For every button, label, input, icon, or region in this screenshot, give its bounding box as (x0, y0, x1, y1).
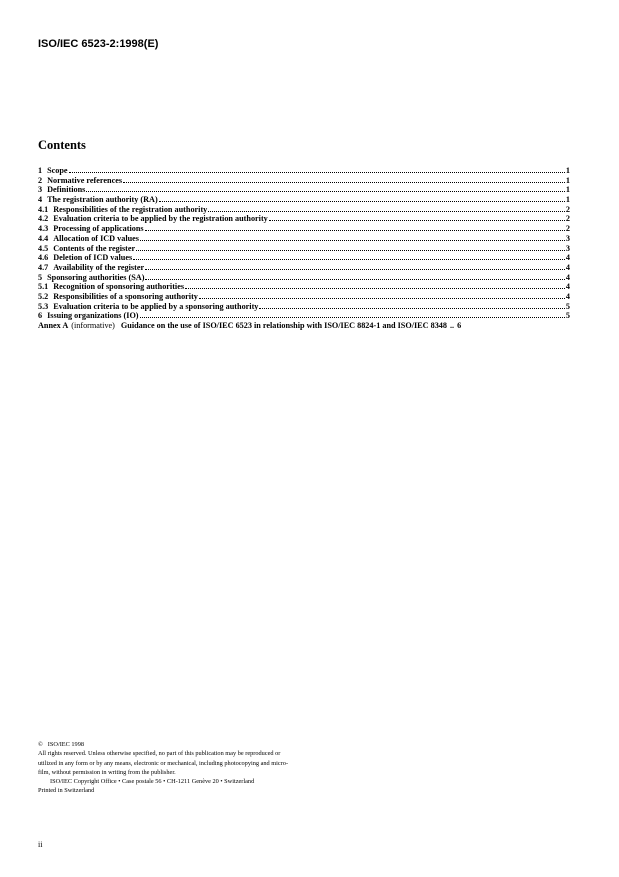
toc-entry-title: Definitions (47, 185, 86, 195)
toc-entry-page: 4 (565, 272, 570, 282)
toc-entry-number: 5 (38, 272, 43, 282)
table-of-contents (38, 166, 570, 331)
toc-entry-number: 2 (38, 175, 43, 185)
toc-entry-number: 1 (38, 166, 43, 175)
toc-entry-title: Normative references (47, 175, 123, 185)
toc-entry-page: 1 (565, 195, 570, 205)
copyright-notice (38, 740, 388, 796)
toc-entry-number: 4.1 (38, 204, 49, 214)
toc-entry-title: Deletion of ICD values (53, 253, 133, 263)
toc-dot-leader (199, 292, 565, 299)
toc-entry-page: 4 (565, 262, 570, 272)
toc-entry[interactable] (38, 282, 570, 292)
toc-entry-title: Issuing organizations (IO) (47, 311, 139, 321)
toc-entry-page: 2 (565, 214, 570, 224)
toc-entry[interactable] (38, 253, 570, 263)
toc-dot-leader (269, 214, 565, 221)
toc-annex-entry[interactable] (38, 321, 570, 331)
toc-dot-leader (185, 282, 565, 289)
toc-entry-number: 4.7 (38, 262, 49, 272)
toc-entry-number: 3 (38, 185, 43, 195)
printed-in: Printed in Switzerland (38, 787, 95, 795)
toc-dot-leader (136, 244, 565, 251)
toc-entry-page: 4 (565, 253, 570, 263)
toc-entry[interactable] (38, 166, 570, 176)
copyright-office-address: ISO/IEC Copyright Office • Case postale 56 • CH-1211 Genève 20 • Switzerland (50, 778, 255, 786)
toc-entry-page: 4 (565, 282, 570, 292)
toc-entry-page: 5 (565, 301, 570, 311)
toc-entry-title: The registration authority (RA) (47, 195, 158, 205)
toc-entry-page: 2 (565, 224, 570, 234)
toc-entry-title: Sponsoring authorities (SA) (47, 272, 145, 282)
toc-entry-number: 4.2 (38, 214, 49, 224)
toc-dot-leader (123, 176, 565, 183)
copyright-holder: ISO/IEC 1998 (47, 741, 85, 748)
copyright-line-1 (38, 740, 388, 749)
toc-entry-title: Contents of the register (53, 243, 136, 253)
toc-entry-number: 5.1 (38, 282, 49, 292)
toc-entry-title: Evaluation criteria to be applied by the registration authority (53, 214, 268, 224)
toc-entry[interactable] (38, 214, 570, 224)
toc-entry[interactable] (38, 244, 570, 254)
toc-entry[interactable] (38, 311, 570, 321)
toc-dot-leader (259, 302, 565, 309)
toc-dot-leader (145, 224, 565, 231)
toc-entry-page: 3 (565, 243, 570, 253)
toc-entry[interactable] (38, 273, 570, 283)
toc-entry-number: 4 (38, 195, 43, 205)
toc-entry-page: 4 (565, 291, 570, 301)
toc-dot-leader (69, 166, 565, 173)
toc-entry[interactable] (38, 224, 570, 234)
toc-dot-leader (140, 234, 565, 241)
document-id-header: ISO/IEC 6523-2:1998(E) (38, 38, 159, 50)
toc-entry-title: Availability of the register (53, 262, 145, 272)
toc-entry-page: 5 (565, 311, 570, 321)
toc-entry-number: 4.4 (38, 233, 49, 243)
copyright-line-3: utilized in any form or by any means, electronic or mechanical, including photocopying and micro- (38, 759, 289, 767)
toc-dot-leader (86, 185, 565, 192)
toc-entry-page: 2 (565, 204, 570, 214)
annex-type: (informative) (71, 321, 115, 330)
toc-entry-title: Processing of applications (53, 224, 144, 234)
toc-dot-leader (159, 195, 565, 202)
annex-page: 6 (457, 321, 462, 330)
toc-entry-page: 1 (565, 175, 570, 185)
toc-entry-title: Recognition of sponsoring authorities (53, 282, 185, 292)
annex-label: Annex A (38, 321, 69, 330)
toc-entries (38, 166, 570, 321)
toc-entry[interactable] (38, 205, 570, 215)
copyright-symbol: © (38, 741, 43, 748)
toc-entry-title: Allocation of ICD values (53, 233, 139, 243)
toc-entry[interactable] (38, 176, 570, 186)
annex-leader: .. (449, 321, 455, 330)
toc-entry-number: 5.3 (38, 301, 49, 311)
toc-dot-leader (140, 311, 565, 318)
toc-entry-number: 5.2 (38, 291, 49, 301)
copyright-line-2: All rights reserved. Unless otherwise specified, no part of this publication may be reproduced or (38, 750, 281, 758)
toc-dot-leader (208, 205, 565, 212)
toc-entry-number: 4.3 (38, 224, 49, 234)
toc-entry-number: 4.6 (38, 253, 49, 263)
toc-dot-leader (145, 273, 564, 280)
toc-entry[interactable] (38, 292, 570, 302)
toc-entry[interactable] (38, 263, 570, 273)
toc-entry-title: Scope (47, 166, 68, 175)
toc-dot-leader (133, 253, 565, 260)
contents-heading: Contents (38, 138, 86, 152)
toc-entry-title: Evaluation criteria to be applied by a sponsoring authority (53, 301, 259, 311)
toc-entry-number: 6 (38, 311, 43, 321)
toc-entry[interactable] (38, 302, 570, 312)
page-number: ii (38, 840, 43, 849)
toc-entry[interactable] (38, 185, 570, 195)
toc-dot-leader (145, 263, 565, 270)
toc-entry-page: 1 (565, 185, 570, 195)
annex-title: Guidance on the use of ISO/IEC 6523 in relationship with ISO/IEC 8824-1 and ISO/IEC 8348 (120, 321, 447, 330)
toc-entry-number: 4.5 (38, 243, 49, 253)
toc-entry-title: Responsibilities of the registration authority (53, 204, 208, 214)
toc-entry[interactable] (38, 234, 570, 244)
toc-entry-page: 1 (565, 166, 570, 175)
toc-entry[interactable] (38, 195, 570, 205)
toc-entry-title: Responsibilities of a sponsoring authority (53, 291, 198, 301)
toc-entry-page: 3 (565, 233, 570, 243)
copyright-line-4: film, without permission in writing from the publisher. (38, 768, 176, 776)
